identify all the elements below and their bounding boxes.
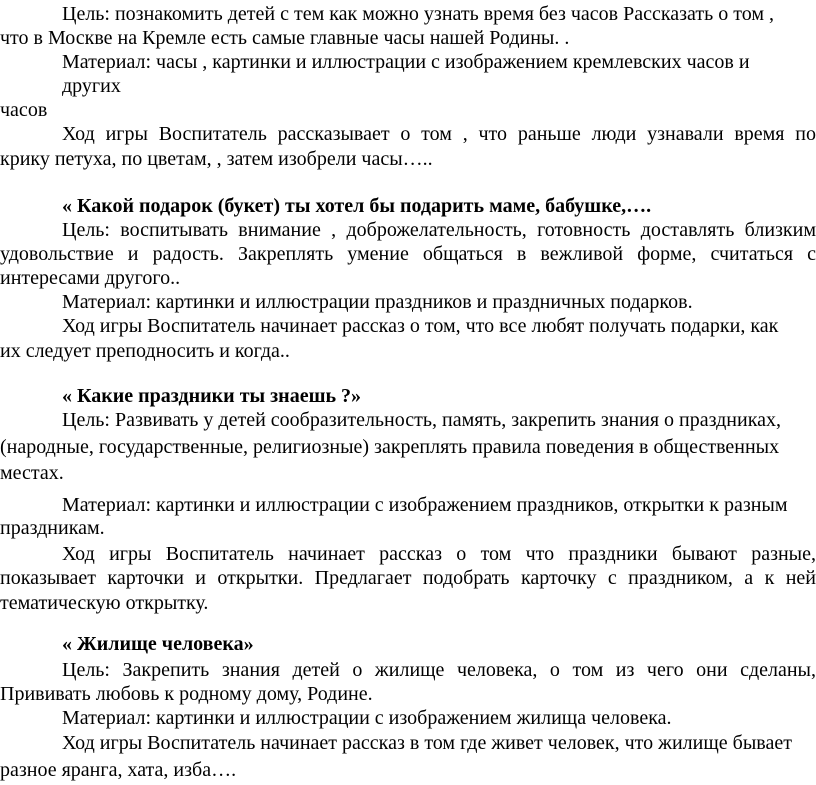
s1-material-line-1: Материал: часы , картинки и иллюстрации с изображением кремлевских часов и xyxy=(62,51,750,73)
s3-course-line-2: показывает карточки и открытки. Предлагает подобрать карточку с праздником, а к ней xyxy=(0,567,816,589)
s2-course-line-1: Ход игры Воспитатель начинает рассказ о том, что все любят получать подарки, как xyxy=(62,315,779,337)
s1-course-line-1: Ход игры Воспитатель рассказывает о том , что раньше люди узнавали время по xyxy=(62,123,816,145)
s3-goal-line-2: (народные, государственные, религиозные) закреплять правила поведения в общественных xyxy=(0,436,780,458)
s3-goal-line-3: местах. xyxy=(0,462,64,484)
s2-goal-line-3: интересами другого.. xyxy=(0,267,181,289)
s4-goal-line-1: Цель: Закрепить знания детей о жилище человека, о том из чего они сделаны, xyxy=(62,659,816,681)
s2-goal-line-2: удовольствие и радость. Закреплять умение общаться в вежливой форме, считаться с xyxy=(0,243,816,265)
s3-material-line-1: Материал: картинки и иллюстрации с изображением праздников, открытки к разным xyxy=(62,494,788,516)
s2-title: « Какой подарок (букет) ты хотел бы подарить маме, бабушке,…. xyxy=(62,195,652,217)
s3-course-line-3: тематическую открытку. xyxy=(0,592,209,614)
s4-course-line-1: Ход игры Воспитатель начинает рассказ в том где живет человек, что жилище бывает xyxy=(62,732,792,754)
s3-course-line-1: Ход игры Воспитатель начинает рассказ о том что праздники бывают разные, xyxy=(62,543,816,565)
s4-material: Материал: картинки и иллюстрации с изображением жилища человека. xyxy=(62,707,672,729)
s3-title: « Какие праздники ты знаешь ?» xyxy=(62,385,362,407)
s2-course-line-2: их следует преподносить и когда.. xyxy=(0,340,290,362)
s4-title: « Жилище человека» xyxy=(62,633,254,655)
s2-material: Материал: картинки и иллюстрации праздников и праздничных подарков. xyxy=(62,291,693,313)
s2-goal-line-1: Цель: воспитывать внимание , доброжелательность, готовность доставлять близким xyxy=(62,219,816,241)
s1-goal-line-2: что в Москве на Кремле есть самые главные часы нашей Родины. . xyxy=(0,27,570,49)
s3-goal-line-1: Цель: Развивать у детей сообразительность, память, закрепить знания о праздниках, xyxy=(62,409,782,431)
s3-material-line-2: праздникам. xyxy=(0,517,105,539)
s4-goal-line-2: Прививать любовь к родному дому, Родине. xyxy=(0,683,373,705)
s1-material-line-3: часов xyxy=(0,99,48,121)
s1-material-line-2: других xyxy=(62,75,121,97)
s1-goal-line-1: Цель: познакомить детей с тем как можно узнать время без часов Рассказать о том , xyxy=(62,3,775,25)
s4-course-line-2: разное яранга, хата, изба…. xyxy=(0,759,237,781)
s1-course-line-2: крику петуха, по цветам, , затем изобрели часы….. xyxy=(0,148,433,170)
